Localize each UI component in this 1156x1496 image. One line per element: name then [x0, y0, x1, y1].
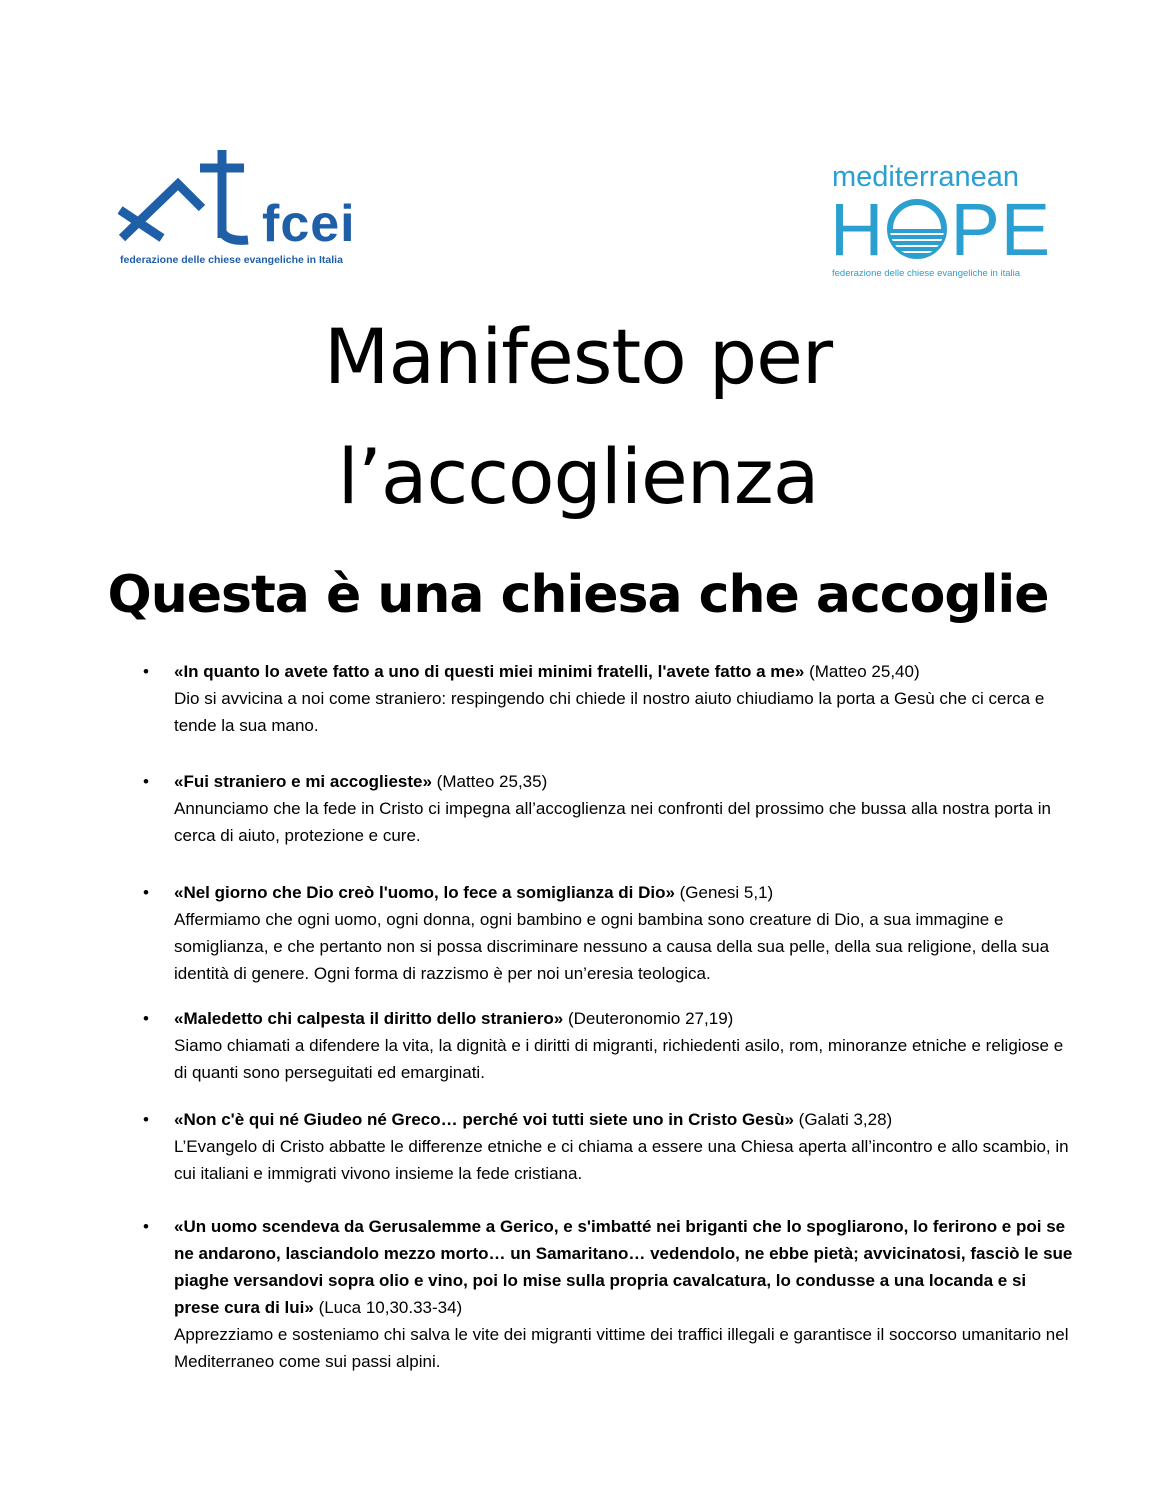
list-item — [143, 658, 1074, 739]
item-text: Siamo chiamati a difendere la vita, la dignità e i diritti di migranti, richiedenti asilo, rom, minoranze etniche e religiose e di quanti sono perseguitati ed emarginati. — [174, 1036, 1064, 1082]
fcei-wordmark: fcei — [262, 195, 356, 253]
item-text: Annunciamo che la fede in Cristo ci impegna all’accoglienza nei confronti del prossimo che bussa alla nostra porta in cerca di aiuto, protezione e cure. — [174, 799, 1051, 845]
bullet-icon: • — [143, 883, 149, 902]
item-quote: «Un uomo scendeva da Gerusalemme a Gerico, e s'imbatté nei briganti che lo spogliarono, lo ferirono e poi se ne andarono, lasciandolo mezzo morto… un Samaritano… vedendolo, ne ebbe pietà; avvicinatosi, fasciò le sue piaghe versandovi sopra olio e vino, poi lo mise sulla propria cavalcatura, lo condusse a una locanda e si prese cura di lui» — [174, 1217, 1073, 1317]
fcei-logo — [118, 146, 380, 272]
item-reference: (Genesi 5,1) — [674, 883, 774, 902]
fcei-house-cross-icon — [118, 146, 268, 256]
item-reference: (Luca 10,30.33-34) — [313, 1298, 463, 1317]
mh-subtitle: federazione delle chiese evangeliche in italia — [832, 268, 1021, 279]
list-item — [143, 1213, 1074, 1375]
item-text: Dio si avvicina a noi come straniero: respingendo chi chiede il nostro aiuto chiudiamo la porta a Gesù che ci cerca e tende la sua mano. — [174, 689, 1045, 735]
list-item — [143, 879, 1074, 987]
bullet-icon: • — [143, 1217, 149, 1236]
item-quote: «Nel giorno che Dio creò l'uomo, lo fece a somiglianza di Dio» — [174, 883, 675, 902]
item-text: L’Evangelo di Cristo abbatte le differenze etniche e ci chiama a essere una Chiesa aperta all’incontro e allo scambio, in cui italiani e immigrati vivono insieme la fede cristiana. — [174, 1137, 1069, 1183]
list-item — [143, 1106, 1074, 1187]
bullet-icon: • — [143, 1110, 149, 1129]
mh-top-word: mediterranean — [832, 161, 1019, 193]
mh-hope-pe: PE — [950, 188, 1052, 271]
list-item — [143, 768, 1074, 849]
mh-hope-word — [830, 190, 1051, 270]
page-title-line-1: Manifesto per — [323, 312, 833, 401]
mediterranean-hope-logo — [818, 160, 1058, 284]
item-quote: «In quanto lo avete fatto a uno di questi miei minimi fratelli, l'avete fatto a me» — [174, 662, 805, 681]
bullet-icon: • — [143, 662, 149, 681]
item-quote: «Non c'è qui né Giudeo né Greco… perché voi tutti siete uno in Cristo Gesù» — [174, 1110, 794, 1129]
fcei-subtitle: federazione delle chiese evangeliche in Italia — [120, 254, 343, 266]
item-reference: (Matteo 25,40) — [804, 662, 920, 681]
page-title-line-2: l’accoglienza — [337, 432, 819, 521]
mh-hope-h: H — [830, 188, 885, 271]
item-quote: «Fui straniero e mi accoglieste» — [174, 772, 432, 791]
item-reference: (Deuteronomio 27,19) — [563, 1009, 734, 1028]
bullet-icon: • — [143, 772, 149, 791]
item-quote: «Maledetto chi calpesta il diritto dello straniero» — [174, 1009, 564, 1028]
item-text: Affermiamo che ogni uomo, ogni donna, ogni bambino e ogni bambina sono creature di Dio, a sua immagine e somiglianza, e che pertanto non si possa discriminare nessuno a causa della sua pelle, della sua religione, della sua identità di genere. Ogni forma di razzismo è per noi un’eresia teologica. — [174, 910, 1050, 983]
item-reference: (Galati 3,28) — [793, 1110, 893, 1129]
sea-circle-icon — [886, 194, 948, 254]
page-subtitle: Questa è una chiesa che accoglie — [107, 565, 1049, 625]
item-reference: (Matteo 25,35) — [431, 772, 548, 791]
list-item — [143, 1005, 1074, 1086]
bullet-icon: • — [143, 1009, 149, 1028]
item-text: Apprezziamo e sosteniamo chi salva le vite dei migranti vittime dei traffici illegali e garantisce il soccorso umanitario nel Mediterraneo come sui passi alpini. — [174, 1325, 1069, 1371]
